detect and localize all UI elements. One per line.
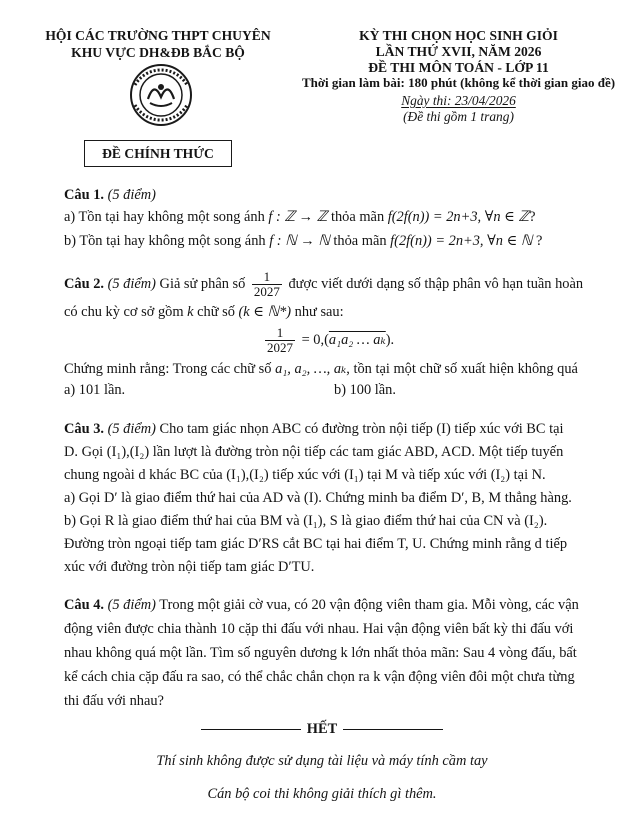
q1-b-math: f : ℕ → ℕ	[269, 233, 330, 249]
q1-b-condition: f(2f(n)) = 2n+3, ∀n ∈ ℕ	[390, 233, 533, 249]
q2-line2-text: có chu kỳ cơ sở gồm	[64, 304, 188, 320]
q2-line-1	[64, 270, 583, 300]
q2-line-3	[64, 360, 578, 379]
q2-line2-condition: (k ∈ ℕ*)	[238, 304, 292, 320]
q2-line3-end: , tồn tại một chữ số xuất hiện không quá	[346, 361, 578, 377]
q1-a-condition: f(2f(n)) = 2n+3, ∀n ∈ ℤ	[387, 209, 530, 225]
q2-points: (5 điểm)	[107, 276, 156, 293]
q2-eq-suffix: ).	[385, 332, 395, 349]
q3-title: Câu 3.	[64, 421, 104, 437]
q1-a-text2: thỏa mãn	[327, 209, 388, 225]
q4-points: (5 điểm)	[107, 597, 156, 613]
official-exam-label: ĐỀ CHÍNH THỨC	[84, 140, 232, 167]
q4-line-5: thi đấu với nhau?	[64, 693, 164, 709]
footer-note-2: Cán bộ coi thi không giải thích gì thêm.	[207, 786, 437, 802]
exam-title-line-2: LẦN THỨ XVII, NĂM 2026	[375, 44, 542, 59]
q2-eq-numerator: 1	[265, 326, 295, 341]
end-label: HẾT	[306, 721, 338, 737]
exam-duration: Thời gian làm bài: 180 phút (không kể thời gian giao đề)	[301, 75, 616, 90]
q1-a-text: a) Tồn tại hay không một song ánh	[64, 209, 269, 225]
q2-option-a: a) 101 lần.	[64, 382, 126, 398]
q2-eq-period: a₁a₂ … aₖ	[328, 332, 386, 349]
q1-points: (5 điểm)	[107, 187, 156, 203]
q2-line2-end: như sau:	[291, 304, 344, 320]
q2-fraction-numerator: 1	[252, 270, 282, 285]
end-left-rule	[201, 729, 301, 730]
q2-text-2: được viết dưới dạng số thập phân vô hạn tuần hoàn	[284, 276, 584, 293]
q4-title: Câu 4.	[64, 597, 104, 613]
q2-text-1: Giả sử phân số	[155, 276, 249, 293]
end-marker	[0, 720, 644, 739]
q1-b-end: ?	[532, 233, 543, 249]
q3-part-b: b) Gọi R là giao điểm thứ hai của BM và (I₁), S là giao điểm thứ hai của CN và (I₂).	[64, 513, 548, 529]
q1-b-text2: thỏa mãn	[329, 233, 391, 249]
end-right-rule	[343, 729, 443, 730]
q2-line-2	[64, 303, 344, 322]
q2-title: Câu 2.	[64, 276, 104, 293]
q2-line3-text: Chứng minh rằng: Trong các chữ số	[64, 361, 276, 377]
q4-line-1	[64, 596, 579, 615]
q3-text-1: Cho tam giác nhọn ABC có đường tròn nội tiếp (I) tiếp xúc với BC tại	[155, 421, 564, 437]
q1-a-end: ?	[529, 209, 536, 225]
q2-line2-text-b: chữ số	[193, 304, 239, 320]
q2-fraction	[252, 270, 282, 300]
footer-note-1: Thí sinh không được sử dụng tài liệu và máy tính cầm tay	[156, 753, 488, 769]
school-emblem-icon	[118, 63, 204, 127]
exam-page-count: (Đề thi gồm 1 trang)	[403, 109, 514, 124]
q2-eq-fraction	[265, 326, 295, 356]
q3-part-a: a) Gọi D′ là giao điểm thứ hai của AD và (I). Chứng minh ba điểm D′, B, M thẳng hàng.	[64, 490, 572, 506]
q1-b-text: b) Tồn tại hay không một song ánh	[64, 233, 270, 249]
q3-line-6: Đường tròn ngoại tiếp tam giác D′RS cắt BC tại hai điểm T, U. Chứng minh rằng d tiếp	[64, 536, 568, 552]
q2-line2-k: k	[187, 304, 194, 320]
q4-line-3: nhau không quá một lần. Tìm số nguyên dương k lớn nhất thỏa mãn: Sau 4 vòng đấu, bất	[64, 645, 577, 661]
q1-part-b	[64, 232, 542, 251]
q3-points: (5 điểm)	[107, 421, 156, 437]
q1-part-a	[64, 208, 536, 227]
q2-fraction-denominator: 2027	[253, 284, 280, 300]
q3-line-1	[64, 420, 563, 439]
q2-option-b: b) 100 lần.	[334, 382, 396, 398]
q4-text-1: Trong một giải cờ vua, có 20 vận động viên tham gia. Mỗi vòng, các vận	[155, 597, 579, 613]
q1-title: Câu 1.	[64, 187, 104, 203]
exam-title-line-1: KỲ THI CHỌN HỌC SINH GIỎI	[359, 28, 558, 43]
q2-eq-denominator: 2027	[267, 340, 293, 356]
organization-line-1: HỘI CÁC TRƯỜNG THPT CHUYÊN	[45, 28, 271, 43]
exam-title-line-3: ĐỀ THI MÔN TOÁN - LỚP 11	[368, 60, 549, 75]
organization-line-2: KHU VỰC DH&ĐB BẮC BỘ	[71, 45, 245, 60]
q4-line-4: kể cách chia cặp đấu ra sao, có thể chắc chắn chọn ra k vận động viên đôi một chưa từng	[64, 669, 575, 685]
q3-line-2: D. Gọi (I₁),(I₂) lần lượt là đường tròn nội tiếp các tam giác ABD, ACD. Một tiếp tuyến	[64, 444, 564, 460]
q3-line-7: xúc với đường tròn nội tiếp tam giác D′TU.	[64, 559, 315, 575]
q1-heading	[64, 186, 156, 205]
q1-a-math: f : ℤ → ℤ	[268, 209, 328, 225]
q4-line-2: động viên được chia thành 10 cặp thi đấu với nhau. Hai vận động viên bất kỳ thi đấu với	[64, 621, 574, 637]
q3-line-3: chung ngoài d khác BC của (I₁),(I₂) tiếp xúc với (I₁) tại M và tiếp xúc với (I₂) tại N.	[64, 467, 546, 483]
q2-line3-digits: a₁, a₂, …, aₖ	[275, 361, 347, 377]
exam-date: Ngày thi: 23/04/2026	[401, 93, 516, 108]
q2-equation	[262, 326, 394, 356]
q2-eq-prefix: = 0,(	[298, 332, 329, 349]
